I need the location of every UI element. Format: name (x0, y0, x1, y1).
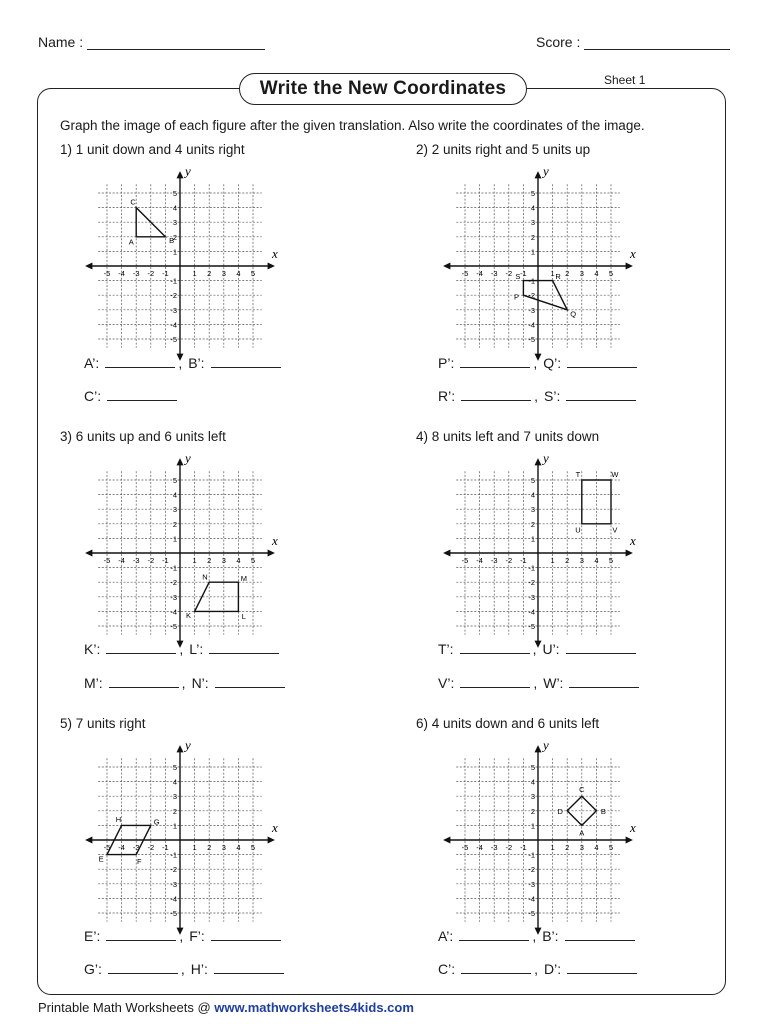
answer-blank[interactable] (461, 961, 531, 974)
y-tick-label: 5 (172, 476, 177, 485)
answer-label: S’: (544, 388, 561, 404)
answer-label: K’: (84, 641, 101, 657)
vertex-label: V (612, 525, 618, 535)
comma-separator: , (178, 355, 183, 371)
x-tick-label: 2 (207, 269, 212, 278)
x-axis-label: x (629, 533, 636, 548)
answer-blank[interactable] (460, 641, 530, 654)
answer-row (84, 928, 284, 944)
coordinate-grid (70, 449, 278, 631)
x-tick-label: -1 (162, 269, 169, 278)
answer-label: N’: (191, 675, 209, 691)
x-tick-label: -5 (461, 556, 469, 565)
y-arrow-up-icon (177, 745, 184, 752)
answer-row (84, 355, 284, 371)
name-field[interactable] (38, 34, 265, 50)
x-tick-label: 2 (565, 843, 570, 852)
y-tick-label: -1 (170, 850, 177, 860)
x-tick-label: 4 (594, 843, 599, 852)
vertex-label: K (186, 610, 192, 620)
answer-blank[interactable] (105, 355, 175, 368)
coordinate-grid (70, 162, 278, 344)
x-tick-label: -1 (520, 843, 527, 852)
x-tick-label: -4 (476, 269, 483, 278)
y-tick-label: -2 (528, 291, 535, 301)
x-tick-label: 3 (579, 556, 584, 565)
vertex-label: Q (570, 309, 577, 319)
x-tick-label: 5 (608, 556, 614, 565)
answer-blank[interactable] (566, 641, 636, 654)
y-tick-label: -5 (170, 622, 177, 631)
sheet-label: Sheet 1 (604, 73, 646, 87)
answer-blank[interactable] (209, 641, 279, 654)
comma-separator: , (533, 675, 538, 691)
x-tick-label: 3 (579, 843, 584, 852)
problem-label: 1) 1 unit down and 4 units right (60, 142, 245, 157)
comma-separator: , (180, 961, 185, 977)
y-tick-label: -5 (170, 909, 177, 918)
y-tick-label: 4 (172, 203, 177, 213)
x-tick-label: -3 (132, 556, 140, 565)
score-label: Score : (536, 34, 581, 50)
y-tick-label: 5 (530, 189, 535, 198)
y-tick-label: 4 (530, 203, 535, 213)
x-axis-label: x (629, 246, 636, 261)
answer-blank[interactable] (569, 675, 639, 688)
name-label: Name : (38, 34, 84, 50)
answer-blank[interactable] (107, 388, 177, 401)
y-tick-label: 5 (172, 763, 177, 772)
answer-label: A’: (84, 355, 100, 371)
vertex-label: E (98, 854, 104, 864)
vertex-label: L (241, 611, 246, 621)
vertex-label: C (130, 197, 136, 207)
x-tick-label: -3 (490, 269, 498, 278)
y-tick-label: -3 (528, 879, 535, 889)
y-tick-label: 1 (530, 534, 535, 544)
y-tick-label: 3 (530, 505, 535, 515)
y-tick-label: -4 (170, 607, 177, 617)
answer-row (84, 388, 180, 404)
x-axis-label: x (629, 820, 636, 835)
y-tick-label: 1 (530, 821, 535, 831)
vertex-label: N (202, 572, 208, 582)
x-tick-label: 4 (594, 556, 599, 565)
vertex-label: C (579, 785, 585, 795)
x-tick-label: -3 (490, 556, 498, 565)
answer-label: D’: (544, 961, 562, 977)
y-tick-label: -4 (170, 894, 177, 904)
x-arrow-left-icon (443, 837, 450, 844)
y-tick-label: 2 (530, 232, 535, 242)
x-tick-label: 5 (608, 843, 614, 852)
answer-blank[interactable] (214, 961, 284, 974)
coordinate-grid (428, 162, 636, 344)
problem-label: 6) 4 units down and 6 units left (416, 716, 600, 731)
y-tick-label: 1 (530, 247, 535, 257)
answer-blank[interactable] (566, 388, 636, 401)
y-tick-label: 2 (172, 806, 177, 816)
footer (38, 1000, 414, 1015)
y-tick-label: -1 (528, 850, 535, 860)
y-tick-label: -3 (170, 305, 177, 315)
y-tick-label: -2 (170, 865, 177, 875)
x-tick-label: 1 (550, 556, 555, 565)
answer-row (84, 641, 282, 657)
x-tick-label: 3 (579, 269, 584, 278)
y-axis-label: y (543, 737, 549, 753)
answer-label: B’: (542, 928, 559, 944)
answer-blank[interactable] (460, 675, 530, 688)
y-tick-label: 2 (530, 519, 535, 529)
y-tick-label: 4 (530, 490, 535, 500)
answer-row (84, 675, 288, 691)
comma-separator: , (534, 961, 539, 977)
coordinate-grid (70, 736, 278, 918)
y-tick-label: -4 (528, 607, 535, 617)
y-tick-label: 2 (172, 519, 177, 529)
x-tick-label: 3 (221, 556, 226, 565)
answer-blank[interactable] (567, 355, 637, 368)
footer-url[interactable]: www.mathworksheets4kids.com (214, 1000, 414, 1015)
y-tick-label: -4 (528, 320, 535, 330)
answer-label: A’: (438, 928, 454, 944)
x-tick-label: -5 (103, 843, 111, 852)
y-axis-label: y (185, 450, 191, 466)
x-tick-label: -4 (476, 556, 483, 565)
x-tick-label: 1 (550, 269, 555, 278)
y-tick-label: -5 (528, 909, 535, 918)
answer-row (438, 355, 640, 371)
answer-blank[interactable] (106, 928, 176, 941)
x-tick-label: -2 (147, 269, 155, 278)
x-tick-label: 5 (250, 556, 256, 565)
y-tick-label: 4 (530, 777, 535, 787)
x-tick-label: -3 (132, 843, 140, 852)
score-blank[interactable] (584, 35, 730, 50)
answer-row (438, 641, 639, 657)
answer-blank[interactable] (215, 675, 285, 688)
y-axis-label: y (543, 163, 549, 179)
x-tick-label: 3 (221, 269, 226, 278)
answer-label: Q’: (543, 355, 562, 371)
answer-label: F’: (189, 928, 205, 944)
x-arrow-left-icon (443, 550, 450, 557)
answer-blank[interactable] (108, 961, 178, 974)
y-tick-label: -1 (528, 276, 535, 286)
y-tick-label: -5 (170, 335, 177, 344)
answer-label: B’: (188, 355, 205, 371)
vertex-label: B (169, 235, 175, 245)
answer-row (438, 928, 638, 944)
problem-label: 2) 2 units right and 5 units up (416, 142, 591, 157)
x-tick-label: 1 (550, 843, 555, 852)
instructions: Graph the image of each figure after the given translation. Also write the coordinates of the image. (60, 118, 645, 133)
y-tick-label: 2 (530, 806, 535, 816)
x-axis-label: x (271, 246, 278, 261)
y-tick-label: -3 (170, 879, 177, 889)
answer-blank[interactable] (565, 928, 635, 941)
y-tick-label: -5 (528, 335, 535, 344)
x-tick-label: -5 (103, 269, 111, 278)
answer-label: C’: (84, 388, 102, 404)
answer-label: R’: (438, 388, 456, 404)
y-axis-label: y (185, 163, 191, 179)
answer-label: U’: (542, 641, 560, 657)
y-tick-label: -3 (528, 305, 535, 315)
vertex-label: B (600, 806, 606, 816)
answer-row (438, 388, 639, 404)
answer-label: E’: (84, 928, 101, 944)
comma-separator: , (533, 355, 538, 371)
y-tick-label: -4 (170, 320, 177, 330)
y-tick-label: 3 (530, 218, 535, 228)
vertex-label: W (611, 470, 619, 480)
x-tick-label: -2 (505, 556, 513, 565)
x-tick-label: -4 (118, 843, 125, 852)
x-arrow-left-icon (85, 550, 92, 557)
x-tick-label: -3 (490, 843, 498, 852)
vertex-label: G (153, 817, 160, 827)
y-tick-label: -3 (170, 592, 177, 602)
x-tick-label: 4 (236, 556, 241, 565)
answer-label: V’: (438, 675, 455, 691)
vertex-label: T (575, 470, 581, 480)
x-axis-label: x (271, 820, 278, 835)
y-tick-label: 1 (172, 534, 177, 544)
answer-row (438, 961, 640, 977)
x-tick-label: 5 (250, 843, 256, 852)
comma-separator: , (179, 928, 184, 944)
coordinate-grid (428, 736, 636, 918)
x-tick-label: -4 (118, 269, 125, 278)
answer-blank[interactable] (109, 675, 179, 688)
vertex-label: H (115, 815, 122, 825)
answer-blank[interactable] (567, 961, 637, 974)
x-tick-label: -5 (461, 269, 469, 278)
x-tick-label: 5 (608, 269, 614, 278)
y-tick-label: -1 (170, 563, 177, 573)
x-tick-label: -1 (162, 556, 169, 565)
x-tick-label: -2 (505, 269, 513, 278)
x-tick-label: 2 (207, 843, 212, 852)
x-tick-label: 1 (192, 556, 197, 565)
x-arrow-left-icon (85, 837, 92, 844)
comma-separator: , (532, 641, 537, 657)
x-tick-label: 1 (192, 843, 197, 852)
vertex-label: F (137, 856, 142, 866)
score-field[interactable] (536, 34, 730, 50)
y-tick-label: 5 (172, 189, 177, 198)
x-tick-label: -4 (118, 556, 125, 565)
answer-blank[interactable] (459, 928, 529, 941)
y-tick-label: -4 (528, 894, 535, 904)
vertex-label: U (575, 525, 581, 535)
coordinate-grid (428, 449, 636, 631)
answer-label: H’: (190, 961, 208, 977)
x-tick-label: 4 (236, 843, 241, 852)
y-tick-label: 3 (172, 792, 177, 802)
y-tick-label: 5 (530, 476, 535, 485)
x-tick-label: -1 (520, 556, 527, 565)
x-tick-label: 2 (207, 556, 212, 565)
x-tick-label: 5 (250, 269, 256, 278)
x-arrow-left-icon (443, 263, 450, 270)
comma-separator: , (181, 675, 186, 691)
y-tick-label: 5 (530, 763, 535, 772)
answer-blank[interactable] (460, 355, 530, 368)
x-tick-label: 3 (221, 843, 226, 852)
vertex-label: A (128, 237, 134, 247)
y-tick-label: -1 (528, 563, 535, 573)
y-tick-label: -2 (170, 291, 177, 301)
vertex-label: M (240, 573, 247, 583)
name-blank[interactable] (87, 35, 265, 50)
answer-label: P’: (438, 355, 455, 371)
problem-label: 4) 8 units left and 7 units down (416, 429, 600, 444)
x-tick-label: -2 (147, 843, 155, 852)
vertex-label: R (555, 272, 561, 282)
worksheet-title: Write the New Coordinates (239, 73, 527, 105)
x-tick-label: -1 (520, 269, 527, 278)
y-tick-label: 1 (172, 821, 177, 831)
y-arrow-up-icon (177, 458, 184, 465)
vertex-label: S (515, 272, 521, 282)
y-tick-label: -2 (170, 578, 177, 588)
answer-label: L’: (189, 641, 204, 657)
y-arrow-up-icon (177, 171, 184, 178)
y-arrow-up-icon (535, 458, 542, 465)
comma-separator: , (534, 388, 539, 404)
y-tick-label: 4 (172, 490, 177, 500)
y-tick-label: -5 (528, 622, 535, 631)
x-tick-label: -2 (505, 843, 513, 852)
x-tick-label: -2 (147, 556, 155, 565)
x-arrow-left-icon (85, 263, 92, 270)
comma-separator: , (179, 641, 184, 657)
x-tick-label: 4 (594, 269, 599, 278)
x-axis-label: x (271, 533, 278, 548)
answer-blank[interactable] (461, 388, 531, 401)
y-tick-label: 4 (172, 777, 177, 787)
y-tick-label: 2 (172, 232, 177, 242)
vertex-label: P (514, 292, 520, 302)
y-tick-label: -1 (170, 276, 177, 286)
y-arrow-up-icon (535, 171, 542, 178)
footer-text: Printable Math Worksheets @ (38, 1000, 215, 1015)
answer-label: W’: (543, 675, 564, 691)
y-arrow-up-icon (535, 745, 542, 752)
problem-label: 5) 7 units right (60, 716, 146, 731)
comma-separator: , (532, 928, 537, 944)
x-tick-label: -4 (476, 843, 483, 852)
x-tick-label: -5 (461, 843, 469, 852)
y-axis-label: y (543, 450, 549, 466)
y-tick-label: -2 (528, 578, 535, 588)
x-tick-label: -5 (103, 556, 111, 565)
vertex-label: A (579, 828, 585, 838)
y-tick-label: 3 (172, 218, 177, 228)
answer-label: T’: (438, 641, 454, 657)
y-tick-label: 1 (172, 247, 177, 257)
y-tick-label: 3 (530, 792, 535, 802)
answer-label: C’: (438, 961, 456, 977)
answer-row (438, 675, 642, 691)
y-tick-label: -2 (528, 865, 535, 875)
answer-label: G’: (84, 961, 102, 977)
problem-label: 3) 6 units up and 6 units left (60, 429, 226, 444)
answer-row (84, 961, 287, 977)
y-tick-label: -3 (528, 592, 535, 602)
x-tick-label: 2 (565, 556, 570, 565)
y-axis-label: y (185, 737, 191, 753)
answer-blank[interactable] (211, 928, 281, 941)
x-tick-label: 4 (236, 269, 241, 278)
x-tick-label: -1 (162, 843, 169, 852)
vertex-label: D (557, 806, 563, 816)
x-tick-label: 2 (565, 269, 570, 278)
x-tick-label: 1 (192, 269, 197, 278)
answer-blank[interactable] (106, 641, 176, 654)
answer-blank[interactable] (211, 355, 281, 368)
y-tick-label: 3 (172, 505, 177, 515)
answer-label: M’: (84, 675, 103, 691)
x-tick-label: -3 (132, 269, 140, 278)
